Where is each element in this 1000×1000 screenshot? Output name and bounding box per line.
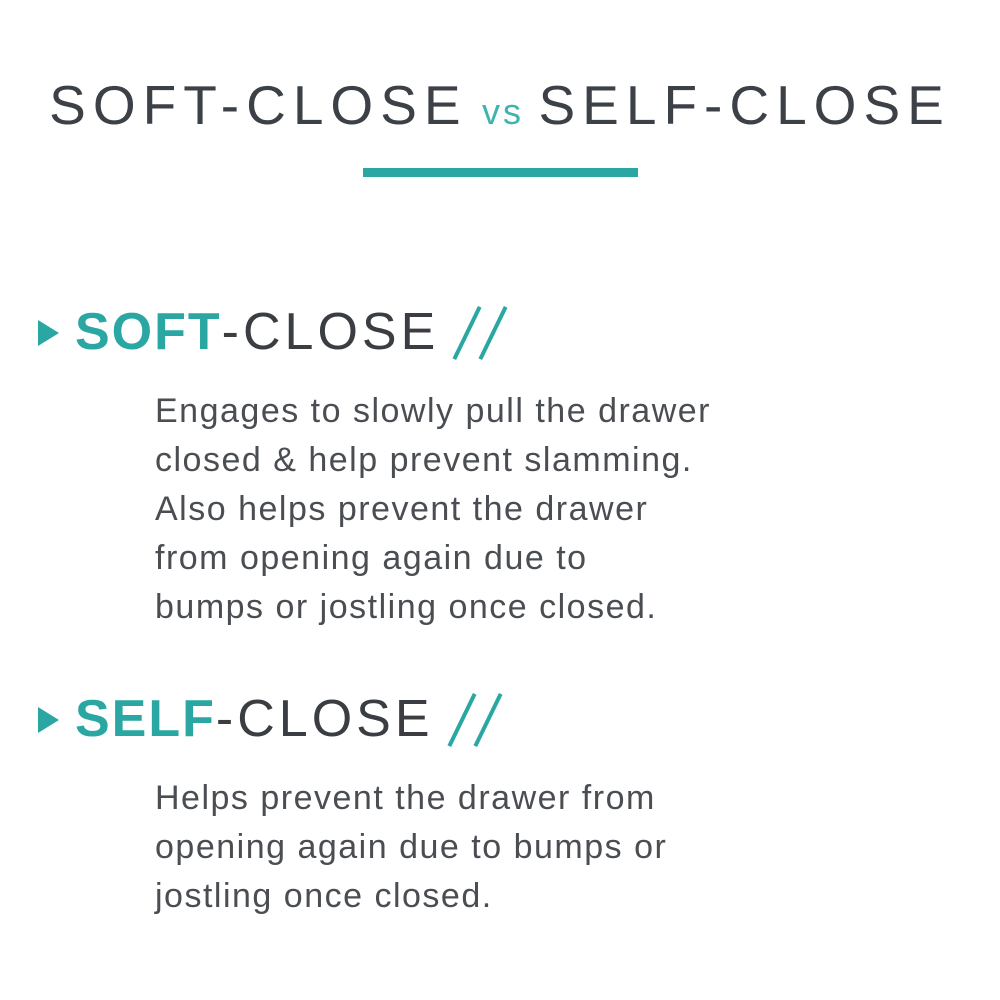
self-close-heading-text: [75, 691, 434, 748]
heading-highlight: SOFT: [75, 303, 222, 362]
double-slash-icon: [465, 303, 495, 363]
description-line: Engages to slowly pull the drawer: [155, 392, 711, 430]
description-line: Also helps prevent the drawer: [155, 490, 649, 528]
double-slash-icon: [460, 690, 490, 750]
self-close-description: [155, 774, 1000, 921]
heading-rest: -CLOSE: [215, 690, 434, 749]
section-self-close: [38, 690, 1000, 921]
title-separator: vs: [482, 91, 525, 132]
heading-rest: -CLOSE: [221, 303, 440, 362]
description-line: from opening again due to: [155, 539, 588, 577]
triangle-right-icon: [38, 707, 59, 733]
description-line: bumps or jostling once closed.: [155, 588, 658, 626]
soft-close-heading: [38, 303, 1000, 363]
soft-close-heading-text: [75, 304, 439, 361]
description-line: Helps prevent the drawer from: [155, 779, 656, 817]
title-left: SOFT-CLOSE: [49, 74, 468, 136]
title-underline-bar: [363, 168, 638, 177]
description-line: closed & help prevent slamming.: [155, 441, 693, 479]
description-line: jostling once closed.: [155, 877, 493, 915]
soft-close-description: [155, 387, 1000, 632]
description-line: opening again due to bumps or: [155, 828, 668, 866]
triangle-right-icon: [38, 320, 59, 346]
heading-highlight: SELF: [75, 690, 216, 749]
page-title: [0, 72, 1000, 138]
self-close-heading: [38, 690, 1000, 750]
section-soft-close: [38, 303, 1000, 632]
title-right: SELF-CLOSE: [538, 74, 951, 136]
